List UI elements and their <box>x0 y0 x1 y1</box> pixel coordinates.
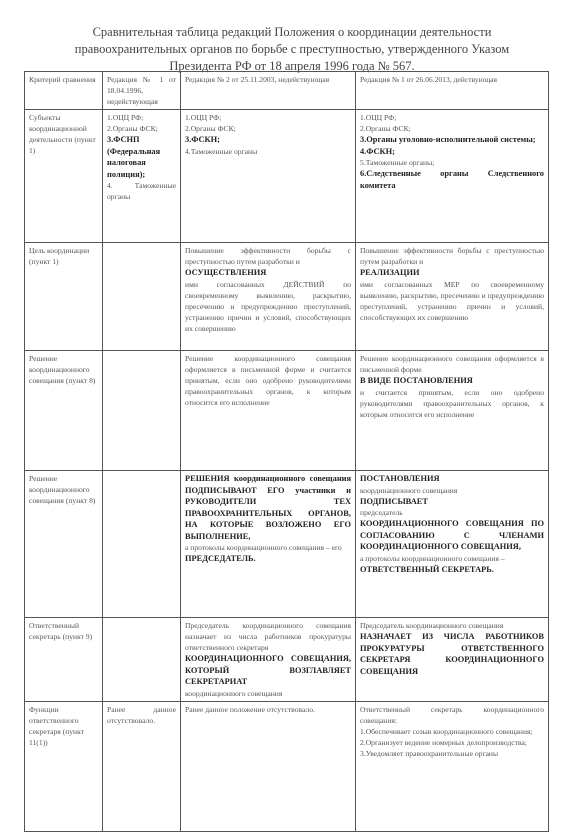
cell-text: председатель <box>360 508 403 517</box>
emphasized-text: ОТВЕТСТВЕННЫЙ СЕКРЕТАРЬ. <box>360 564 494 574</box>
comparison-table <box>24 71 549 832</box>
cell-text: координационного совещания <box>360 485 458 495</box>
document-title: Сравнительная таблица редакций Положения о координации деятельности правоохранительных органов по борьбе с преступностью, утвержденного Указом Президента РФ от 18 апреля 1996 года № 567. <box>74 25 510 73</box>
cell-text: 4.Таможенные органы <box>185 146 258 156</box>
cell-text: 1.ОЦЦ РФ; <box>107 113 144 122</box>
table-row <box>25 471 549 618</box>
edition-2-cell <box>181 110 356 243</box>
criterion-cell: Решение координационного совещания (пункт 8) <box>25 351 103 471</box>
edition-2-cell <box>181 471 356 618</box>
criterion-cell: Цель координации (пункт 1) <box>25 243 103 351</box>
emphasized-text: 6.Следственные органы Следственного комитета <box>360 169 544 190</box>
header-criterion: Критерий сравнения <box>25 72 103 110</box>
emphasized-text: 3.ФСКН; <box>185 135 220 144</box>
cell-text: 3.Уведомляет правоохранительные органы <box>360 748 499 758</box>
cell-text: ими согласованных ДЕЙСТВИЙ по своевременному выявлению, раскрытию, пресечению и предупреждению преступлений, устранению причин и условий, способствующих их совершению <box>185 279 351 333</box>
edition-2-cell <box>181 351 356 471</box>
emphasized-text: РЕАЛИЗАЦИИ <box>360 268 420 277</box>
table-row <box>25 243 549 351</box>
edition-2-cell <box>181 701 356 831</box>
emphasized-text: ПОСТАНОВЛЕНИЯ <box>360 474 440 483</box>
emphasized-text: РЕШЕНИЯ координационного совещания ПОДПИСЫВАЮТ ЕГО участники и РУКОВОДИТЕЛИ ТЕХ ПРАВООХРАНИТЕЛЬНЫХ ОРГАНОВ, НА КОТОРЫЕ ВОЗЛОЖЕНО ЕГО ВЫПОЛНЕНИЕ, <box>185 474 351 541</box>
cell-text: а протоколы координационного совещания – его <box>185 543 342 552</box>
criterion-cell: Субъекты координационной деятельности (пункт 1) <box>25 110 103 243</box>
cell-text: ими согласованных МЕР по своевременному выявлению, раскрытию, пресечению и предупреждению преступлений, устранению причин и условий, способствующих их совершению <box>360 279 544 322</box>
edition-current-cell <box>356 110 549 243</box>
cell-text: Решение координационного совещания оформляется в письменной форме <box>360 354 544 374</box>
header-edition-1: Редакция № 1 от 18.04.1996, недействующая <box>103 72 181 110</box>
edition-current-cell <box>356 351 549 471</box>
edition-current-cell <box>356 471 549 618</box>
table-row <box>25 701 549 831</box>
cell-text: а протоколы координационного совещания – <box>360 553 505 563</box>
cell-text: 1.ОЦЦ РФ; <box>360 113 397 122</box>
edition-2-cell <box>181 618 356 702</box>
cell-text: Ответственный секретарь координационного совещания: <box>360 704 544 725</box>
cell-text: Решение координационного совещания оформляется в письменной форме и считается принятым, если оно одобрено руководителями правоохранительных органов, к которым относится его исполнение <box>185 354 351 407</box>
criterion-cell: Ответственный секретарь (пункт 9) <box>25 618 103 702</box>
edition-2-cell <box>181 243 356 351</box>
cell-text: 2.Органы ФСК; <box>360 124 411 133</box>
edition-1-cell <box>103 701 181 831</box>
cell-text: Ранее данное положение отсутствовало. <box>185 704 315 714</box>
cell-text: 2.Организует ведение номерных делопроизводства; <box>360 737 527 747</box>
criterion-cell: Решение координационного совещания (пункт 8) <box>25 471 103 618</box>
criterion-cell: Функции ответственного секретаря (пункт 11(1)) <box>25 701 103 831</box>
edition-current-cell <box>356 243 549 351</box>
emphasized-text: ПРЕДСЕДАТЕЛЬ. <box>185 554 256 563</box>
cell-text: 5.Таможенные органы; <box>360 158 435 167</box>
emphasized-text: ПОДПИСЫВАЕТ <box>360 496 428 506</box>
table-row <box>25 110 549 243</box>
edition-1-cell <box>103 471 181 618</box>
cell-text: Ранее данное отсутствовало. <box>107 704 176 725</box>
cell-text: Повышение эффективности борьбы с преступностью путем разработки и <box>185 246 351 266</box>
header-edition-2: Редакция № 2 от 25.11.2003, недействующая <box>181 72 356 110</box>
cell-text: 2.Органы ФСК; <box>185 124 236 133</box>
table-row <box>25 618 549 702</box>
cell-text: и считается принятым, если оно одобрено руководителями правоохранительных органов, к которым относится его исполнение <box>360 387 544 419</box>
cell-text: 4. Таможенные органы <box>107 181 176 201</box>
header-edition-current: Редакция № 1 от 26.06.2013, действующая <box>356 72 549 110</box>
edition-1-cell <box>103 243 181 351</box>
cell-text: Повышение эффективности борьбы с преступностью путем разработки и <box>360 246 544 266</box>
emphasized-text: ОСУЩЕСТВЛЕНИЯ <box>185 268 267 277</box>
edition-current-cell <box>356 701 549 831</box>
emphasized-text: КООРДИНАЦИОННОГО СОВЕЩАНИЯ ПО СОГЛАСОВАНИЮ С ЧЛЕНАМИ КООРДИНАЦИОННОГО СОВЕЩАНИЯ, <box>360 519 544 551</box>
emphasized-text: В ВИДЕ ПОСТАНОВЛЕНИЯ <box>360 376 473 385</box>
cell-text: 1.Обеспечивает созыв координационного совещания; <box>360 726 533 736</box>
emphasized-text: 3.ФСНП (Федеральная налоговая полиция); <box>107 135 161 179</box>
cell-text: координационного совещания <box>185 688 283 698</box>
edition-1-cell <box>103 618 181 702</box>
edition-1-cell <box>103 110 181 243</box>
cell-text: Председатель координационного совещания <box>360 621 504 630</box>
emphasized-text: 3.Органы уголовно-исполнительной системы; <box>360 135 536 144</box>
edition-1-cell <box>103 351 181 471</box>
emphasized-text: КООРДИНАЦИОННОГО СОВЕЩАНИЯ, КОТОРЫЙ ВОЗГЛАВЛЯЕТ СЕКРЕТАРИАТ <box>185 654 351 686</box>
emphasized-text: НАЗНАЧАЕТ ИЗ ЧИСЛА РАБОТНИКОВ ПРОКУРАТУРЫ ОТВЕТСТВЕННОГО СЕКРЕТАРЯ КООРДИНАЦИОННОГО СОВЕЩАНИЯ <box>360 632 544 676</box>
cell-text: Председатель координационного совещания назначает из числа работников прокуратуры ответственного секретаря <box>185 621 351 652</box>
table-header-row <box>25 72 549 110</box>
table-row <box>25 351 549 471</box>
emphasized-text: 4.ФСКН; <box>360 146 395 156</box>
cell-text: 1.ОЦЦ РФ; <box>185 113 222 122</box>
edition-current-cell <box>356 618 549 702</box>
cell-text: 2.Органы ФСК; <box>107 124 158 133</box>
